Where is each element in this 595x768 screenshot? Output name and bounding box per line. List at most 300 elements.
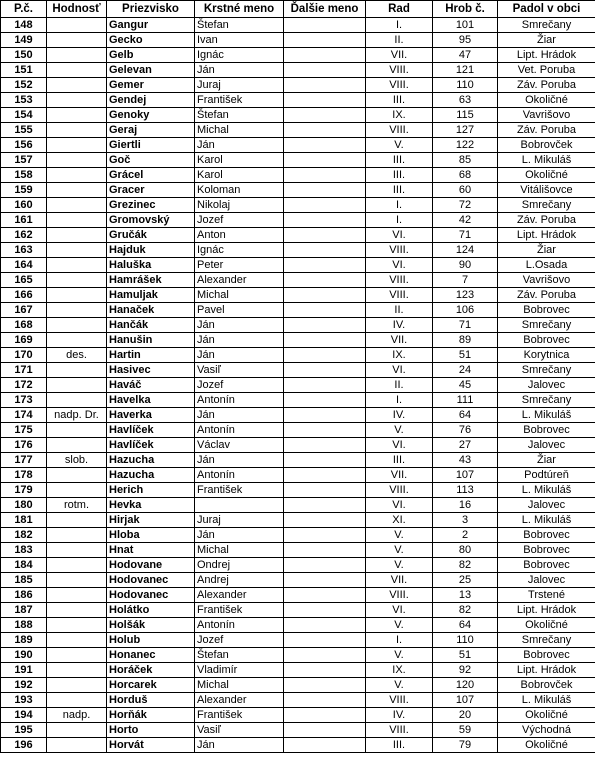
row-number-cell: 172 bbox=[1, 378, 47, 393]
place-cell: Východná bbox=[498, 723, 595, 738]
row-number-cell: 187 bbox=[1, 603, 47, 618]
row-number-cell: 181 bbox=[1, 513, 47, 528]
rank-cell: rotm. bbox=[47, 498, 107, 513]
row-number-cell: 159 bbox=[1, 183, 47, 198]
surname-cell: Horto bbox=[107, 723, 195, 738]
surname-cell: Hodovanec bbox=[107, 573, 195, 588]
table-row bbox=[1, 183, 595, 198]
rank-cell bbox=[47, 48, 107, 63]
given-name-cell: František bbox=[195, 708, 284, 723]
row-cell: VIII. bbox=[366, 123, 433, 138]
rank-cell bbox=[47, 213, 107, 228]
place-cell: Lipt. Hrádok bbox=[498, 228, 595, 243]
surname-cell: Hodovanec bbox=[107, 588, 195, 603]
place-cell: Okoličné bbox=[498, 618, 595, 633]
given-name-cell: Štefan bbox=[195, 108, 284, 123]
given-name-cell: Anton bbox=[195, 228, 284, 243]
row-cell: VI. bbox=[366, 228, 433, 243]
row-number-cell: 190 bbox=[1, 648, 47, 663]
row-cell: II. bbox=[366, 33, 433, 48]
place-cell: Lipt. Hrádok bbox=[498, 663, 595, 678]
row-cell: VIII. bbox=[366, 78, 433, 93]
place-cell: Záv. Poruba bbox=[498, 213, 595, 228]
other-name-cell bbox=[284, 168, 366, 183]
place-cell: L. Mikuláš bbox=[498, 693, 595, 708]
grave-number-cell: 7 bbox=[433, 273, 498, 288]
table-row bbox=[1, 303, 595, 318]
grave-number-cell: 27 bbox=[433, 438, 498, 453]
other-name-cell bbox=[284, 423, 366, 438]
surname-cell: Hajduk bbox=[107, 243, 195, 258]
grave-number-cell: 16 bbox=[433, 498, 498, 513]
row-number-cell: 154 bbox=[1, 108, 47, 123]
given-name-cell: Vasiľ bbox=[195, 723, 284, 738]
header-rank: Hodnosť bbox=[47, 1, 107, 18]
other-name-cell bbox=[284, 633, 366, 648]
row-number-cell: 195 bbox=[1, 723, 47, 738]
rank-cell bbox=[47, 168, 107, 183]
grave-number-cell: 113 bbox=[433, 483, 498, 498]
rank-cell: nadp. bbox=[47, 708, 107, 723]
grave-number-cell: 71 bbox=[433, 228, 498, 243]
place-cell: L. Mikuláš bbox=[498, 408, 595, 423]
rank-cell bbox=[47, 93, 107, 108]
row-number-cell: 180 bbox=[1, 498, 47, 513]
other-name-cell bbox=[284, 18, 366, 33]
row-cell: V. bbox=[366, 423, 433, 438]
grave-number-cell: 127 bbox=[433, 123, 498, 138]
other-name-cell bbox=[284, 378, 366, 393]
other-name-cell bbox=[284, 693, 366, 708]
surname-cell: Gemer bbox=[107, 78, 195, 93]
grave-number-cell: 64 bbox=[433, 618, 498, 633]
surname-cell: Hevka bbox=[107, 498, 195, 513]
table-row bbox=[1, 438, 595, 453]
table-row bbox=[1, 408, 595, 423]
grave-number-cell: 2 bbox=[433, 528, 498, 543]
row-number-cell: 150 bbox=[1, 48, 47, 63]
other-name-cell bbox=[284, 333, 366, 348]
table-row bbox=[1, 228, 595, 243]
place-cell: Bobrovec bbox=[498, 543, 595, 558]
row-cell: VIII. bbox=[366, 723, 433, 738]
given-name-cell: Michal bbox=[195, 123, 284, 138]
other-name-cell bbox=[284, 318, 366, 333]
row-cell: VII. bbox=[366, 333, 433, 348]
grave-number-cell: 13 bbox=[433, 588, 498, 603]
surname-cell: Hirjak bbox=[107, 513, 195, 528]
rank-cell bbox=[47, 78, 107, 93]
place-cell: Smrečany bbox=[498, 18, 595, 33]
grave-number-cell: 59 bbox=[433, 723, 498, 738]
other-name-cell bbox=[284, 588, 366, 603]
row-cell: V. bbox=[366, 678, 433, 693]
given-name-cell: Karol bbox=[195, 168, 284, 183]
surname-cell: Grácel bbox=[107, 168, 195, 183]
surname-cell: Haluška bbox=[107, 258, 195, 273]
rank-cell bbox=[47, 303, 107, 318]
given-name-cell: Ján bbox=[195, 738, 284, 753]
other-name-cell bbox=[284, 108, 366, 123]
grave-number-cell: 101 bbox=[433, 18, 498, 33]
row-number-cell: 165 bbox=[1, 273, 47, 288]
row-cell: IX. bbox=[366, 663, 433, 678]
place-cell: Bobrovček bbox=[498, 138, 595, 153]
row-cell: III. bbox=[366, 738, 433, 753]
row-number-cell: 151 bbox=[1, 63, 47, 78]
given-name-cell: Ján bbox=[195, 348, 284, 363]
given-name-cell: Peter bbox=[195, 258, 284, 273]
row-number-cell: 179 bbox=[1, 483, 47, 498]
rank-cell bbox=[47, 228, 107, 243]
row-cell: V. bbox=[366, 528, 433, 543]
row-number-cell: 163 bbox=[1, 243, 47, 258]
other-name-cell bbox=[284, 273, 366, 288]
surname-cell: Gendej bbox=[107, 93, 195, 108]
row-number-cell: 173 bbox=[1, 393, 47, 408]
rank-cell bbox=[47, 393, 107, 408]
surname-cell: Horduš bbox=[107, 693, 195, 708]
other-name-cell bbox=[284, 558, 366, 573]
surname-cell: Giertli bbox=[107, 138, 195, 153]
other-name-cell bbox=[284, 498, 366, 513]
given-name-cell: Ivan bbox=[195, 33, 284, 48]
surname-cell: Hartin bbox=[107, 348, 195, 363]
table-row bbox=[1, 48, 595, 63]
table-row bbox=[1, 453, 595, 468]
row-cell: II. bbox=[366, 378, 433, 393]
rank-cell bbox=[47, 633, 107, 648]
header-surname: Priezvisko bbox=[107, 1, 195, 18]
surname-cell: Havelka bbox=[107, 393, 195, 408]
other-name-cell bbox=[284, 453, 366, 468]
table-row bbox=[1, 18, 595, 33]
table-row bbox=[1, 288, 595, 303]
place-cell: Bobrovec bbox=[498, 423, 595, 438]
row-cell: VII. bbox=[366, 573, 433, 588]
row-cell: V. bbox=[366, 558, 433, 573]
table-row bbox=[1, 138, 595, 153]
surname-cell: Goč bbox=[107, 153, 195, 168]
table-row bbox=[1, 363, 595, 378]
row-cell: V. bbox=[366, 648, 433, 663]
place-cell: Podtúreň bbox=[498, 468, 595, 483]
surname-cell: Gelb bbox=[107, 48, 195, 63]
table-row bbox=[1, 93, 595, 108]
row-number-cell: 193 bbox=[1, 693, 47, 708]
other-name-cell bbox=[284, 138, 366, 153]
other-name-cell bbox=[284, 393, 366, 408]
row-number-cell: 153 bbox=[1, 93, 47, 108]
grave-number-cell: 106 bbox=[433, 303, 498, 318]
other-name-cell bbox=[284, 48, 366, 63]
grave-number-cell: 79 bbox=[433, 738, 498, 753]
surname-cell: Gelevan bbox=[107, 63, 195, 78]
row-cell: III. bbox=[366, 183, 433, 198]
table-row bbox=[1, 108, 595, 123]
row-cell: IV. bbox=[366, 708, 433, 723]
surname-cell: Gracer bbox=[107, 183, 195, 198]
place-cell: Bobrovec bbox=[498, 528, 595, 543]
header-place-fallen: Padol v obci bbox=[498, 1, 595, 18]
row-cell: VI. bbox=[366, 258, 433, 273]
grave-number-cell: 89 bbox=[433, 333, 498, 348]
row-number-cell: 169 bbox=[1, 333, 47, 348]
row-number-cell: 156 bbox=[1, 138, 47, 153]
rank-cell bbox=[47, 63, 107, 78]
table-row bbox=[1, 723, 595, 738]
row-number-cell: 184 bbox=[1, 558, 47, 573]
rank-cell bbox=[47, 588, 107, 603]
other-name-cell bbox=[284, 663, 366, 678]
other-name-cell bbox=[284, 738, 366, 753]
grave-number-cell: 92 bbox=[433, 663, 498, 678]
row-cell: VI. bbox=[366, 603, 433, 618]
given-name-cell: Jozef bbox=[195, 378, 284, 393]
table-row bbox=[1, 708, 595, 723]
other-name-cell bbox=[284, 708, 366, 723]
header-other-name: Ďalšie meno bbox=[284, 1, 366, 18]
place-cell: Okoličné bbox=[498, 738, 595, 753]
other-name-cell bbox=[284, 93, 366, 108]
grave-number-cell: 20 bbox=[433, 708, 498, 723]
row-number-cell: 177 bbox=[1, 453, 47, 468]
row-number-cell: 178 bbox=[1, 468, 47, 483]
place-cell: Záv. Poruba bbox=[498, 123, 595, 138]
place-cell: Okoličné bbox=[498, 93, 595, 108]
place-cell: Vet. Poruba bbox=[498, 63, 595, 78]
surname-cell: Hloba bbox=[107, 528, 195, 543]
given-name-cell: Ján bbox=[195, 63, 284, 78]
surname-cell: Herich bbox=[107, 483, 195, 498]
table-row bbox=[1, 348, 595, 363]
other-name-cell bbox=[284, 438, 366, 453]
table-row bbox=[1, 633, 595, 648]
other-name-cell bbox=[284, 243, 366, 258]
row-cell: VIII. bbox=[366, 483, 433, 498]
surname-cell: Horňák bbox=[107, 708, 195, 723]
table-row bbox=[1, 648, 595, 663]
place-cell: Žiar bbox=[498, 453, 595, 468]
row-cell: VI. bbox=[366, 363, 433, 378]
row-cell: IV. bbox=[366, 318, 433, 333]
rank-cell bbox=[47, 423, 107, 438]
grave-number-cell: 107 bbox=[433, 468, 498, 483]
row-cell: III. bbox=[366, 168, 433, 183]
row-cell: IV. bbox=[366, 408, 433, 423]
rank-cell bbox=[47, 333, 107, 348]
row-cell: VII. bbox=[366, 48, 433, 63]
grave-number-cell: 51 bbox=[433, 648, 498, 663]
row-cell: III. bbox=[366, 93, 433, 108]
grave-number-cell: 3 bbox=[433, 513, 498, 528]
surname-cell: Hamrášek bbox=[107, 273, 195, 288]
place-cell: L.Osada bbox=[498, 258, 595, 273]
given-name-cell: Antonín bbox=[195, 468, 284, 483]
grave-number-cell: 80 bbox=[433, 543, 498, 558]
rank-cell bbox=[47, 243, 107, 258]
row-number-cell: 188 bbox=[1, 618, 47, 633]
header-row bbox=[1, 1, 595, 18]
row-cell: III. bbox=[366, 453, 433, 468]
other-name-cell bbox=[284, 288, 366, 303]
given-name-cell: Ján bbox=[195, 318, 284, 333]
place-cell: Smrečany bbox=[498, 198, 595, 213]
place-cell: Vitálišovce bbox=[498, 183, 595, 198]
given-name-cell: Karol bbox=[195, 153, 284, 168]
header-given-name: Krstné meno bbox=[195, 1, 284, 18]
table-row bbox=[1, 573, 595, 588]
rank-cell bbox=[47, 123, 107, 138]
table-row bbox=[1, 273, 595, 288]
grave-number-cell: 68 bbox=[433, 168, 498, 183]
given-name-cell: Vasiľ bbox=[195, 363, 284, 378]
other-name-cell bbox=[284, 78, 366, 93]
given-name-cell: Ján bbox=[195, 528, 284, 543]
grave-number-cell: 24 bbox=[433, 363, 498, 378]
other-name-cell bbox=[284, 183, 366, 198]
place-cell: Záv. Poruba bbox=[498, 288, 595, 303]
table-row bbox=[1, 63, 595, 78]
surname-cell: Genoky bbox=[107, 108, 195, 123]
rank-cell bbox=[47, 738, 107, 753]
surname-cell: Horáček bbox=[107, 663, 195, 678]
surname-cell: Horvát bbox=[107, 738, 195, 753]
table-row bbox=[1, 618, 595, 633]
grave-number-cell: 25 bbox=[433, 573, 498, 588]
surname-cell: Horcarek bbox=[107, 678, 195, 693]
row-number-cell: 171 bbox=[1, 363, 47, 378]
grave-number-cell: 60 bbox=[433, 183, 498, 198]
place-cell: Vavrišovo bbox=[498, 273, 595, 288]
place-cell: Bobrovec bbox=[498, 648, 595, 663]
grave-number-cell: 110 bbox=[433, 633, 498, 648]
other-name-cell bbox=[284, 618, 366, 633]
other-name-cell bbox=[284, 468, 366, 483]
given-name-cell: Alexander bbox=[195, 693, 284, 708]
other-name-cell bbox=[284, 258, 366, 273]
surname-cell: Grezinec bbox=[107, 198, 195, 213]
rank-cell bbox=[47, 258, 107, 273]
row-cell: VIII. bbox=[366, 288, 433, 303]
given-name-cell: Jozef bbox=[195, 633, 284, 648]
other-name-cell bbox=[284, 303, 366, 318]
rank-cell bbox=[47, 153, 107, 168]
place-cell: Jalovec bbox=[498, 378, 595, 393]
grave-number-cell: 95 bbox=[433, 33, 498, 48]
grave-number-cell: 90 bbox=[433, 258, 498, 273]
row-number-cell: 194 bbox=[1, 708, 47, 723]
grave-number-cell: 76 bbox=[433, 423, 498, 438]
other-name-cell bbox=[284, 573, 366, 588]
given-name-cell: Ján bbox=[195, 333, 284, 348]
surname-cell: Hasivec bbox=[107, 363, 195, 378]
rank-cell bbox=[47, 603, 107, 618]
given-name-cell: Ján bbox=[195, 453, 284, 468]
other-name-cell bbox=[284, 213, 366, 228]
rank-cell bbox=[47, 528, 107, 543]
given-name-cell: Pavel bbox=[195, 303, 284, 318]
given-name-cell: Nikolaj bbox=[195, 198, 284, 213]
grave-number-cell: 64 bbox=[433, 408, 498, 423]
row-number-cell: 155 bbox=[1, 123, 47, 138]
row-cell: VIII. bbox=[366, 588, 433, 603]
rank-cell: nadp. Dr. bbox=[47, 408, 107, 423]
given-name-cell: Antonín bbox=[195, 423, 284, 438]
given-name-cell: František bbox=[195, 93, 284, 108]
row-number-cell: 162 bbox=[1, 228, 47, 243]
table-row bbox=[1, 213, 595, 228]
grave-number-cell: 111 bbox=[433, 393, 498, 408]
table-row bbox=[1, 333, 595, 348]
row-number-cell: 175 bbox=[1, 423, 47, 438]
table-row bbox=[1, 168, 595, 183]
surname-cell: Hazucha bbox=[107, 453, 195, 468]
given-name-cell: Juraj bbox=[195, 513, 284, 528]
other-name-cell bbox=[284, 153, 366, 168]
rank-cell: slob. bbox=[47, 453, 107, 468]
given-name-cell: Vladimír bbox=[195, 663, 284, 678]
row-number-cell: 176 bbox=[1, 438, 47, 453]
given-name-cell: František bbox=[195, 603, 284, 618]
row-number-cell: 191 bbox=[1, 663, 47, 678]
given-name-cell: Ignác bbox=[195, 243, 284, 258]
rank-cell bbox=[47, 138, 107, 153]
table-row bbox=[1, 738, 595, 753]
other-name-cell bbox=[284, 33, 366, 48]
place-cell: L. Mikuláš bbox=[498, 483, 595, 498]
header-row-number: Rad bbox=[366, 1, 433, 18]
rank-cell bbox=[47, 33, 107, 48]
given-name-cell: Andrej bbox=[195, 573, 284, 588]
table-row bbox=[1, 588, 595, 603]
row-cell: I. bbox=[366, 393, 433, 408]
surname-cell: Holšák bbox=[107, 618, 195, 633]
row-cell: VII. bbox=[366, 468, 433, 483]
table-row bbox=[1, 78, 595, 93]
rank-cell bbox=[47, 18, 107, 33]
row-number-cell: 185 bbox=[1, 573, 47, 588]
table-row bbox=[1, 423, 595, 438]
row-cell: VIII. bbox=[366, 63, 433, 78]
other-name-cell bbox=[284, 648, 366, 663]
table-row bbox=[1, 528, 595, 543]
given-name-cell: Michal bbox=[195, 543, 284, 558]
row-cell: VI. bbox=[366, 498, 433, 513]
rank-cell bbox=[47, 438, 107, 453]
row-cell: I. bbox=[366, 198, 433, 213]
rank-cell bbox=[47, 723, 107, 738]
table-row bbox=[1, 378, 595, 393]
table-row bbox=[1, 603, 595, 618]
surname-cell: Hamuljak bbox=[107, 288, 195, 303]
rank-cell bbox=[47, 678, 107, 693]
rank-cell bbox=[47, 693, 107, 708]
rank-cell bbox=[47, 318, 107, 333]
table-row bbox=[1, 483, 595, 498]
row-number-cell: 174 bbox=[1, 408, 47, 423]
row-number-cell: 183 bbox=[1, 543, 47, 558]
row-cell: III. bbox=[366, 153, 433, 168]
table-row bbox=[1, 33, 595, 48]
grave-number-cell: 51 bbox=[433, 348, 498, 363]
place-cell: Trstené bbox=[498, 588, 595, 603]
grave-number-cell: 42 bbox=[433, 213, 498, 228]
grave-number-cell: 120 bbox=[433, 678, 498, 693]
place-cell: Smrečany bbox=[498, 393, 595, 408]
rank-cell bbox=[47, 198, 107, 213]
other-name-cell bbox=[284, 63, 366, 78]
